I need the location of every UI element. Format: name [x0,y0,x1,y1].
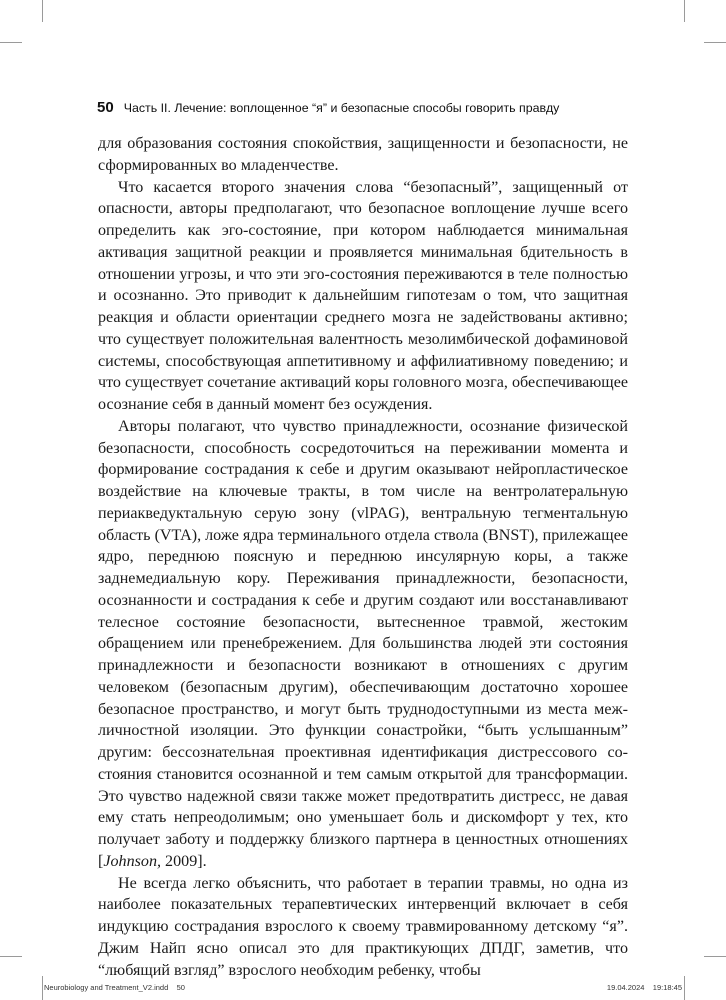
paragraph-3-text-end: 2009]. [161,852,207,870]
slug-file-name [44,983,185,992]
slug-date: 19.04.2024 [606,983,645,992]
running-head [97,99,637,116]
paragraph-3 [98,416,628,873]
slug-time: 19:18:45 [652,983,682,992]
running-title: Часть II. Лечение: воплощенное “я” и безопасные способы говорить правду [123,101,560,115]
crop-mark-bottom-right [684,976,685,1000]
slug-timestamp [607,983,682,992]
crop-mark-right-bottom [704,956,726,957]
paragraph-3-text: Авторы полагают, что чувство принадлежности, осознание физической безопасности, способность сосредоточиться на переживании момента и формирование сострадания к себе и другим оказывают нейропластическое воздействие на ключевые тракты, в том числе на вентролатеральную периакведуктальную серую зону (vlPAG), вентральную тегментальную область (VTA), ложе ядра терминального отдела ствола (BNST), прилежащее ядро, переднюю поясную и переднюю инсулярную коры, а также заднемедиальную кору. Переживания принадлежности, безопасности, осознанности и сострадания к себе и другим создают или восстанавливают телесное состояние безопасности, вытесненное травмой, жестоким обращением или пренебрежением. Для большинства людей эти состояния принадлежности и безопасности возникают в отношениях с другим человеком (безопасным другим), обеспечивающим достаточно хорошее безопасное пространство, и могут быть труднодоступными из места межличностной изоляции. Это функции сонастройки, “быть услышанным” другим: бессознательная проективная идентификация дистрессового состояния становится осознанной и тем самым открытой для трансформации. Это чувство надежной связи также может предотвратить дистресс, не давая ему стать непреодолимым; оно уменьшает боль и дискомфорт у тех, кто получает заботу и поддержку близкого партнера в ценностных отношениях [ [98,417,628,870]
slug-page: 50 [176,983,185,992]
page-number: 50 [97,99,114,116]
crop-mark-left-top [0,42,22,43]
crop-mark-bottom-left [42,976,43,1000]
crop-mark-top-left [42,0,43,22]
paragraph-1: для образования состояния спокойствия, защищенности и безопасности, не сформированных во младенчестве. [98,135,628,174]
paragraph-2: Что касается второго значения слова “безопасный”, защищенный от опасности, авторы предполагают, что безопасное воплощение лучше всего определить как эго-состояние, при котором наблюдается минимальная активация защитной реакции и проявляется минимальная бдительность в отношении угрозы, и что эти эго-состояния переживаются в теле полностью и осознанно. Это приводит к дальнейшим гипотезам о том, что защитная реакция и области ориентации среднего мозга не задействованы активно; что существует положительная валентность мезолимбической дофаминовой системы, способствующая аппетитивному и аффилиативному поведению; и что существует сочетание активаций коры головного мозга, обеспечивающее осознание себя в данный момент без осуждения. [98,178,628,413]
crop-mark-right-top [704,42,726,43]
citation-author: Johnson, [103,852,162,870]
slug-file: Neurobiology and Treatment_V2.indd [44,983,169,992]
crop-mark-left-bottom [0,956,22,957]
paragraph-4: Не всегда легко объяснить, что работает в терапии травмы, но одна из наиболее показательных терапевтических интервенций включает в себя индукцию сострадания взрослого к своему травмированному детскому “я”. Джим Найп ясно описал это для практикующих ДПДГ, заметив, что “любящий взгляд” взрослого необходим ребенку, чтобы [98,874,628,979]
body-text [98,133,628,981]
crop-mark-top-right [684,0,685,22]
